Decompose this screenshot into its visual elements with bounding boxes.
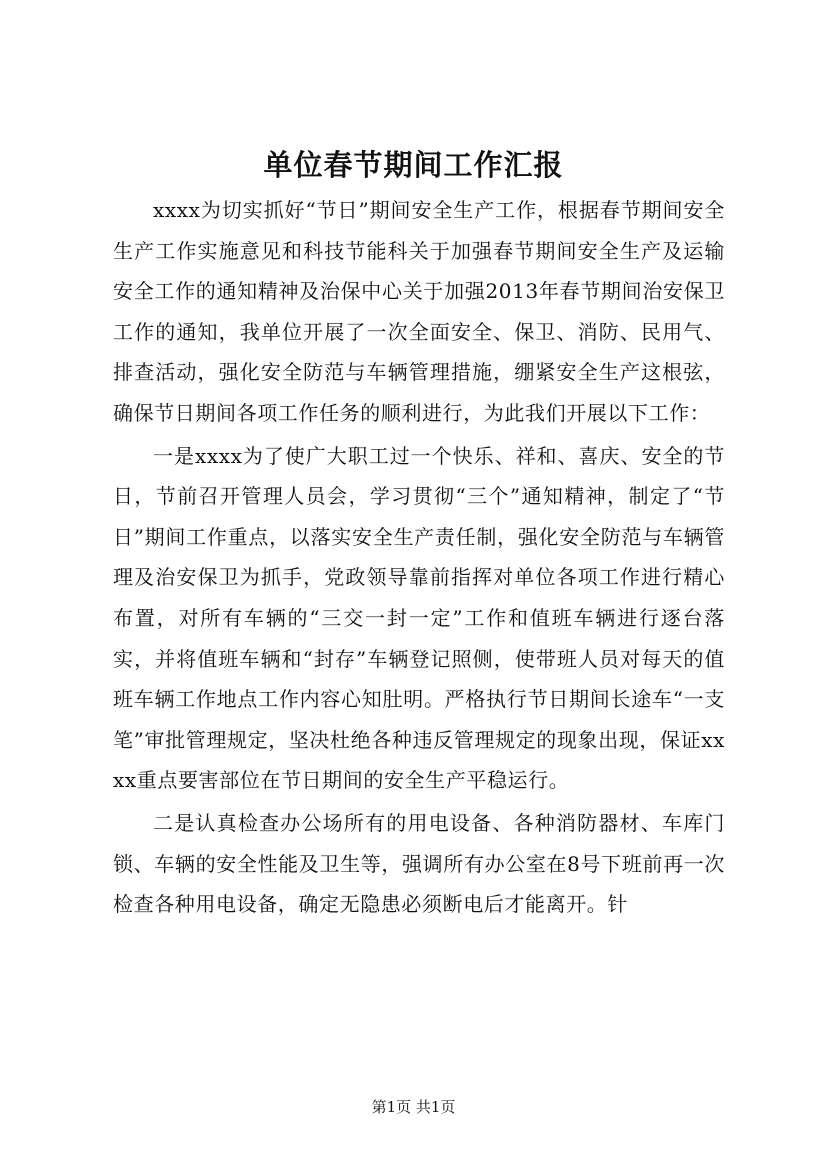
paragraph-item-one: 一是xxxx为了使广大职工过一个快乐、祥和、喜庆、安全的节日，节前召开管理人员会，学习贯彻“三个”通知精神，制定了“节日”期间工作重点，以落实安全生产责任制，强化安全防范与车辆管理及治安保卫为抓手，党政领导靠前指挥对单位各项工作进行精心布置，对所有车辆的“三交一封一定”工作和值班车辆进行逐台落实，并将值班车辆和“封存”车辆登记照侧，使带班人员对每天的值班车辆工作地点工作内容心知肚明。严格执行节日期间长途车“一支笔”审批管理规定，坚决杜绝各种违反管理规定的现象出现，保证xxxx重点要害部位在节日期间的安全生产平稳运行。 <box>113 443 725 793</box>
paragraph-intro: xxxx为切实抓好“节日”期间安全生产工作，根据春节期间安全生产工作实施意见和科技节能科关于加强春节期间安全生产及运输安全工作的通知精神及治保中心关于加强2013年春节期间治安保卫工作的通知，我单位开展了一次全面安全、保卫、消防、民用气、排查活动，强化安全防范与车辆管理措施，绷紧安全生产这根弦，确保节日期间各项工作任务的顺利进行，为此我们开展以下工作： <box>113 198 725 425</box>
paragraph-item-two: 二是认真检查办公场所有的用电设备、各种消防器材、车库门锁、车辆的安全性能及卫生等，强调所有办公室在8号下班前再一次检查各种用电设备，确定无隐患必须断电后才能离开。针 <box>113 810 725 917</box>
document-title: 单位春节期间工作汇报 <box>263 148 564 182</box>
page-footer: 第1页 共1页 <box>371 1098 456 1116</box>
document-body <box>113 190 725 925</box>
